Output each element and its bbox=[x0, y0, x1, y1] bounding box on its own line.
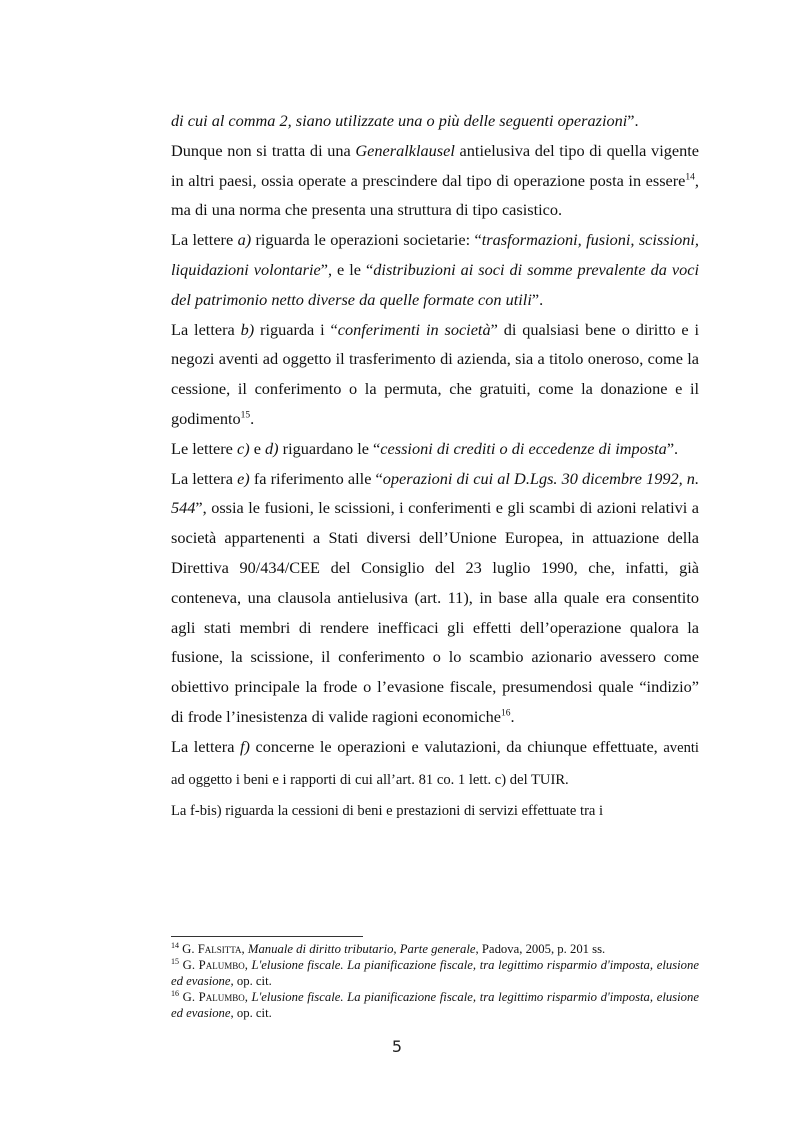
italic-text: distribuzioni ai soci di somme prevalente da voci del patrimonio netto diverse da quelle formate con utili bbox=[171, 259, 699, 309]
text-segment: aventi ad oggetto i beni e i rapporti di cui all’art. 81 co. 1 lett. c) del TUIR. bbox=[171, 739, 699, 788]
text-segment: ” di qualsiasi bene o diritto e i negozi aventi ad oggetto il trasferimento di azienda, sia a titolo oneroso, come la cessione, il conferimento o la permuta, che gratuiti, come la donazione e il godimento bbox=[171, 319, 700, 428]
footnote bbox=[171, 957, 699, 989]
text-segment: riguardano le “ bbox=[278, 438, 381, 458]
text-segment: antielusiva del tipo di quella vigente in altri paesi, ossia operate a prescindere dal tipo di operazione posta in essere bbox=[171, 140, 699, 190]
body-text bbox=[171, 106, 699, 827]
footnote-ref: 14 bbox=[171, 940, 179, 950]
text-segment: La lettera bbox=[171, 736, 241, 756]
italic-text: e) bbox=[237, 468, 250, 488]
text-segment: fa riferimento alle “ bbox=[249, 468, 383, 488]
text-segment: G. bbox=[179, 958, 199, 972]
italic-text: di cui al comma 2, siano utilizzate una o più delle seguenti operazioni bbox=[171, 111, 628, 130]
text-segment: e bbox=[249, 438, 266, 458]
text-segment: La lettere bbox=[171, 230, 238, 250]
paragraph bbox=[171, 106, 699, 136]
text-segment: op. cit. bbox=[233, 974, 272, 988]
footnote bbox=[171, 989, 699, 1021]
text-segment: , ma di una norma che presenta una struttura di tipo casistico. bbox=[171, 170, 699, 220]
paragraph bbox=[171, 434, 699, 464]
author-name: Palumbo bbox=[198, 990, 245, 1004]
italic-text: b) bbox=[240, 319, 255, 339]
text-segment: La f-bis) riguarda la cessioni di beni e prestazioni di servizi effettuate tra i bbox=[171, 803, 604, 820]
paragraph bbox=[171, 225, 699, 314]
footnote-ref: 16 bbox=[171, 988, 179, 998]
text-segment: ”, ossia le fusioni, le scissioni, i conferimenti e gli scambi di azioni relativi a società appartenenti a Stati diversi dell’Unione Europea, in attuazione della Direttiva 90/434/CEE del Consiglio del 23 luglio 1990, che, infatti, già conteneva, una clausola antielusiva (art. 11), in base alla quale era consentito agli stati membri di rendere inefficaci gli effetti dell’operazione qualora la fusione, la scissione, il conferimento o lo scambio azionario avessero come obiettivo principale la frode o l’evasione fiscale, presumendosi quale “indizio” di frode l’inesistenza di valide ragioni economiche bbox=[171, 498, 699, 726]
italic-text: f) bbox=[240, 736, 250, 756]
paragraph bbox=[171, 315, 699, 434]
footnote-separator bbox=[171, 936, 363, 937]
text-segment: G. bbox=[179, 990, 199, 1004]
italic-text: operazioni di cui al D.Lgs. 30 dicembre 1992, n. 544 bbox=[171, 468, 700, 518]
text-segment: . bbox=[510, 706, 515, 726]
text-segment: G. bbox=[179, 942, 198, 956]
text-segment: riguarda i “ bbox=[254, 319, 338, 339]
italic-text: a) bbox=[237, 230, 252, 250]
footnote-ref: 14 bbox=[685, 172, 695, 183]
text-segment: riguarda le operazioni societarie: “ bbox=[251, 230, 482, 250]
paragraph bbox=[171, 795, 699, 827]
text-segment: , bbox=[241, 942, 248, 956]
italic-text: L'elusione fiscale. La pianificazione fiscale, tra legittimo risparmio d'imposta, elusione ed evasione, bbox=[171, 958, 699, 988]
italic-text: d) bbox=[265, 438, 279, 458]
footnote-ref: 16 bbox=[501, 708, 511, 719]
paragraph bbox=[171, 732, 699, 796]
text-segment: , bbox=[244, 990, 252, 1004]
footnote-ref: 15 bbox=[171, 956, 179, 966]
italic-text: Generalklausel bbox=[355, 140, 455, 160]
paragraph bbox=[171, 464, 699, 732]
footnotes bbox=[171, 941, 699, 1021]
footnote-ref: 15 bbox=[240, 410, 251, 421]
text-segment: , bbox=[244, 958, 252, 972]
text-segment: Le lettere bbox=[171, 438, 237, 458]
text-segment: La lettera bbox=[171, 319, 241, 339]
italic-text: cessioni di crediti o di eccedenze di imposta bbox=[380, 438, 667, 458]
text-segment: ”. bbox=[531, 289, 544, 309]
italic-text: c) bbox=[236, 438, 250, 458]
italic-text: conferimenti in società bbox=[337, 319, 491, 339]
text-segment: , Padova, 2005, p. 201 ss. bbox=[475, 942, 606, 956]
text-segment: Dunque non si tratta di una bbox=[171, 140, 356, 160]
text-segment: ”. bbox=[627, 111, 639, 130]
text-segment: op. cit. bbox=[233, 1006, 272, 1020]
author-name: Falsitta bbox=[197, 942, 242, 956]
italic-text: trasformazioni, fusioni, scissioni, liquidazioni volontarie bbox=[171, 230, 699, 279]
italic-text: L'elusione fiscale. La pianificazione fiscale, tra legittimo risparmio d'imposta, elusione ed evasione, bbox=[171, 990, 699, 1020]
paragraph bbox=[171, 136, 699, 225]
footnote bbox=[171, 941, 699, 957]
text-segment: ”, e le “ bbox=[320, 259, 374, 279]
italic-text: Manuale di diritto tributario, Parte generale bbox=[247, 942, 476, 956]
author-name: Palumbo bbox=[198, 958, 245, 972]
text-segment: La lettera bbox=[171, 468, 238, 488]
page-number: 5 bbox=[391, 1037, 403, 1056]
text-segment: concerne le operazioni e valutazioni, da chiunque effettuate, bbox=[249, 736, 664, 756]
text-segment: ”. bbox=[666, 438, 679, 458]
text-segment: . bbox=[250, 408, 255, 428]
